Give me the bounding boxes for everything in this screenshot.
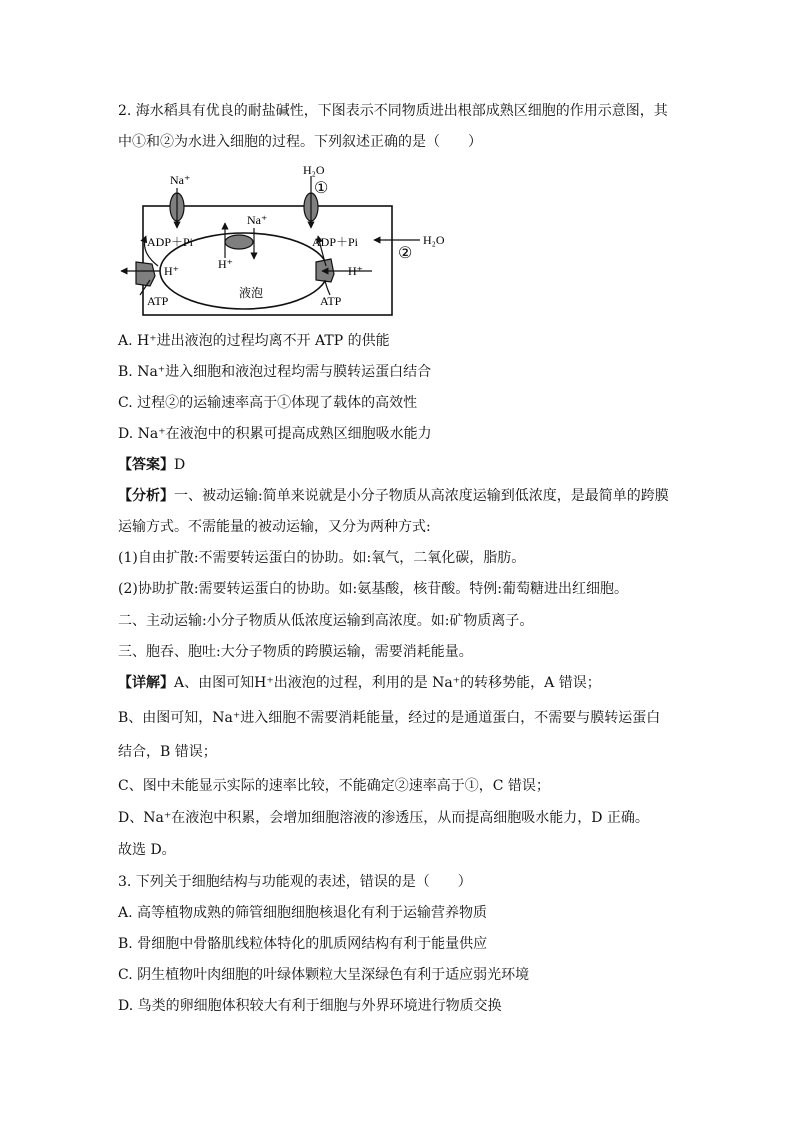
q2-option-c: C. 过程②的运输速率高于①体现了载体的高效性 xyxy=(118,395,418,411)
detail-label: 【详解】 xyxy=(118,675,174,691)
label-atp-left: ATP xyxy=(147,294,169,308)
cell-membrane xyxy=(143,206,392,315)
detail-line-5: D、Na⁺在液泡中积累，会增加细胞溶液的渗透压，从而提高细胞吸水能力，D 正确。 xyxy=(118,810,649,826)
label-circle-1: ① xyxy=(314,180,329,197)
analysis-text-1: 一、被动运输:简单来说就是小分子物质从高浓度运输到低浓度，是最简单的跨膜 xyxy=(174,488,669,504)
q3-stem: 3. 下列关于细胞结构与功能观的表述，错误的是（ ） xyxy=(118,874,472,890)
detail-line-1 xyxy=(118,673,601,693)
label-adp-left: ADP＋Pi xyxy=(147,235,194,249)
detail-text-1: A、由图可知H⁺出液泡的过程，利用的是 Na⁺的转移势能，A 错误； xyxy=(174,675,601,691)
label-h2o-right: H₂O xyxy=(423,233,445,247)
analysis-line-6: 三、胞吞、胞吐:大分子物质的跨膜运输，需要消耗能量。 xyxy=(118,644,473,660)
q3-option-a: A. 高等植物成熟的筛管细胞细胞核退化有利于运输营养物质 xyxy=(118,905,488,921)
detail-line-3: 结合，B 错误； xyxy=(118,744,217,760)
q2-option-a: A. H⁺进出液泡的过程均离不开 ATP 的供能 xyxy=(118,333,390,349)
label-adp-right: ADP＋Pi xyxy=(312,235,359,249)
na-h-antiporter xyxy=(225,235,253,249)
label-na-inner: Na⁺ xyxy=(247,213,268,227)
q2-stem-line-1: 2. 海水稻具有优良的耐盐碱性，下图表示不同物质进出根部成熟区细胞的作用示意图，其 xyxy=(118,103,668,119)
q2-option-d: D. Na⁺在液泡中的积累可提高成熟区细胞吸水能力 xyxy=(118,426,432,442)
analysis-line-2: 运输方式。不需能量的被动运输，又分为两种方式: xyxy=(118,519,431,535)
q3-option-c: C. 阴生植物叶肉细胞的叶绿体颗粒大呈深绿色有利于适应弱光环境 xyxy=(118,967,530,983)
analysis-line-4: (2)协助扩散:需要转运蛋白的协助。如:氨基酸，核苷酸。特例:葡萄糖进出红细胞。 xyxy=(118,581,628,597)
detail-line-6: 故选 D。 xyxy=(118,842,176,858)
detail-line-2: B、由图可知，Na⁺进入细胞不需要消耗能量，经过的是通道蛋白，不需要与膜转运蛋白 xyxy=(118,710,661,726)
q2-answer xyxy=(118,455,185,475)
analysis-line-3: (1)自由扩散:不需要转运蛋白的协助。如:氧气，二氧化碳，脂肪。 xyxy=(118,550,526,566)
answer-value: D xyxy=(174,457,186,473)
label-vacuole: 液泡 xyxy=(239,286,264,300)
label-h-right: H⁺ xyxy=(348,264,363,278)
analysis-line-1 xyxy=(118,486,669,506)
q2-option-b: B. Na⁺进入细胞和液泡过程均需与膜转运蛋白结合 xyxy=(118,364,432,380)
label-circle-2: ② xyxy=(398,245,413,262)
analysis-line-5: 二、主动运输:小分子物质从低浓度运输到高浓度。如:矿物质离子。 xyxy=(118,613,534,629)
label-h2o-top: H₂O xyxy=(303,163,325,177)
detail-line-4: C、图中未能显示实际的速率比较，不能确定②速率高于①，C 错误； xyxy=(118,778,550,794)
proton-pump-left xyxy=(136,262,155,286)
label-h-left: H⁺ xyxy=(164,264,179,278)
answer-label: 【答案】 xyxy=(118,457,174,473)
analysis-label: 【分析】 xyxy=(118,488,174,504)
label-atp-right: ATP xyxy=(320,294,342,308)
q2-stem-line-2: 中①和②为水进入细胞的过程。下列叙述正确的是（ ） xyxy=(118,134,482,150)
q3-option-d: D. 鸟类的卵细胞体积较大有利于细胞与外界环境进行物质交换 xyxy=(118,998,502,1014)
label-h-inner: H⁺ xyxy=(218,257,233,271)
transport-diagram xyxy=(0,158,794,338)
q3-option-b: B. 骨细胞中骨骼肌线粒体特化的肌质网结构有利于能量供应 xyxy=(118,936,488,952)
label-na-top: Na⁺ xyxy=(170,173,191,187)
